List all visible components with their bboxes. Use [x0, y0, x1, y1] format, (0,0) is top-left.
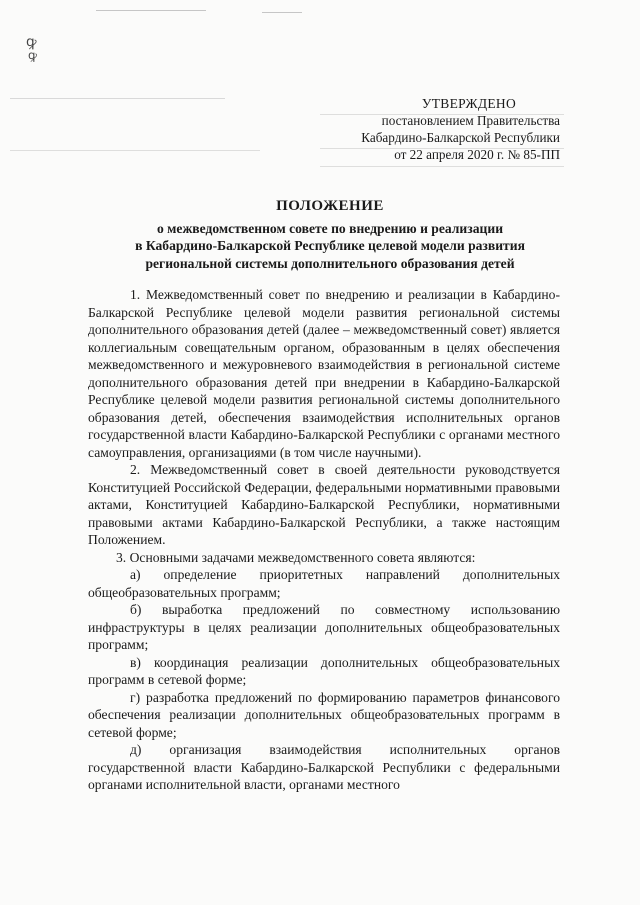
document-subtitle: в Кабардино-Балкарской Республике целевой модели развития: [135, 238, 525, 253]
document-subtitle: о межведомственном совете по внедрению и реализации: [156, 220, 504, 236]
document-title: ПОЛОЖЕНИЕ: [276, 198, 384, 214]
scan-line: [262, 12, 302, 13]
scan-line: [10, 150, 260, 151]
document-body: [88, 286, 560, 794]
scan-line: [320, 166, 564, 167]
list-item-a: а) определение приоритетных направлений дополнительных общеобразовательных программ;: [88, 567, 560, 600]
document-heading: [70, 198, 590, 272]
list-item-b: б) выработка предложений по совместному использованию инфраструктуры в целях реализации дополнительных общеобразовательных программ;: [88, 602, 560, 652]
scan-line: [10, 98, 225, 99]
margin-mark: ꝙ: [26, 35, 37, 50]
paragraph-3: 3. Основными задачами межведомственного совета являются:: [116, 549, 476, 565]
margin-mark: ꝙ: [28, 48, 38, 62]
approval-date-number: от 22 апреля 2020 г. № 85-ПП: [394, 147, 560, 162]
approval-line: постановлением Правительства: [381, 113, 560, 128]
document-subtitle: региональной системы дополнительного образования детей: [145, 255, 515, 271]
approval-line: Кабардино-Балкарской Республики: [361, 130, 560, 145]
list-item-v: в) координация реализации дополнительных общеобразовательных программ в сетевой форме;: [88, 654, 560, 687]
paragraph-2: 2. Межведомственный совет в своей деятельности руководствуется Конституцией Российской Федерации, федеральными нормативными правовыми актами, Конституцией Кабардино-Балкарской Республики, нормативными правовыми актами Кабардино-Балкарской Республики, а также настоящим Положением.: [88, 462, 560, 547]
paragraph-1: 1. Межведомственный совет по внедрению и реализации в Кабардино-Балкарской Республике целевой модели развития региональной системы дополнительного образования детей (далее – межведомственный совет) является коллегиальным совещательным органом, образованным в целях обеспечения межведомственного и межуровневого взаимодействия в региональной системе дополнительного образования детей при внедрении в Кабардино-Балкарской Республике целевой модели развития региональной системы дополнительного образования детей, обеспечения взаимодействия исполнительных органов государственной власти Кабардино-Балкарской Республики с органами местного самоуправления, организациями (в том числе научными).: [88, 287, 560, 460]
list-item-g: г) разработка предложений по формированию параметров финансового обеспечения реализации дополнительных общеобразовательных программ в сетевой форме;: [88, 689, 560, 740]
approval-title: УТВЕРЖДЕНО: [421, 96, 516, 111]
scan-line: [96, 10, 206, 11]
list-item-d: д) организация взаимодействия исполнительных органов государственной власти Кабардино-Балкарской Республики с федеральными органами исполнительной власти, органами местного: [88, 742, 560, 792]
approval-block: [318, 95, 560, 163]
